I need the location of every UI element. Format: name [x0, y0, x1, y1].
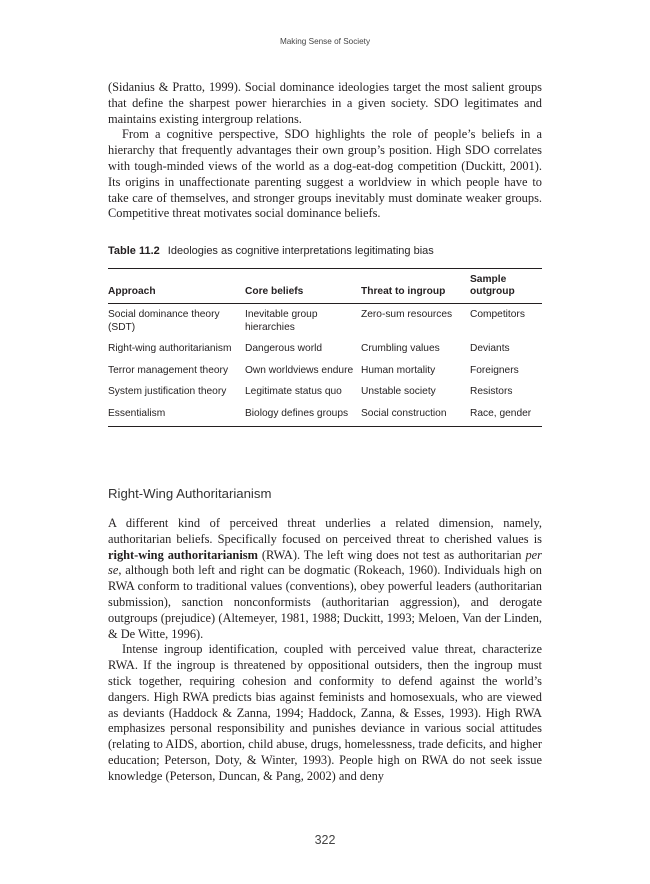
table-cell: Crumbling values [361, 343, 440, 355]
section-heading: Right-Wing Authoritarianism [108, 486, 272, 501]
column-header: Core beliefs [245, 269, 361, 304]
body-text-bottom [108, 516, 542, 785]
table-cell: Resistors [470, 386, 513, 398]
table-cell: Dangerous world [245, 343, 323, 355]
column-header: Approach [108, 269, 245, 304]
table-row [108, 360, 542, 382]
table-cell: Legitimate status quo [245, 386, 342, 398]
table-cell: Zero-sum resources [361, 309, 453, 320]
table-row [108, 403, 542, 426]
paragraph [108, 516, 542, 642]
table-cell: Essentialism [108, 403, 245, 426]
italic-term: per se [108, 547, 542, 578]
table-cell: Race, gender [470, 403, 542, 426]
paragraph: From a cognitive perspective, SDO highlights the role of people’s beliefs in a hierarchy that frequently advantages their own group’s position. High SDO correlates with tough-minded views of the world as a dog-eat-dog competition (Duckitt, 2001). Its origins in unaffectionate parenting suggest a worldview in which people have to take care of themselves, and stronger groups inevitably must dominate weaker groups. Competitive threat motivates social dominance beliefs. [108, 127, 542, 221]
text-run: A different kind of perceived threat underlies a related dimension, namely, authoritarian beliefs. Specifically focused on perceived threat to cherished values is [108, 516, 542, 546]
table-cell: Competitors [470, 309, 525, 320]
paragraph: Intense ingroup identification, coupled with perceived value threat, characterize RWA. If the ingroup is threatened by oppositional outsiders, then the ingroup must stick together, requiring cohesion and conformity to defend against the world’s dangers. High RWA predicts bias against feminists and homosexuals, who are viewed as deviants (Haddock & Zanna, 1994; Haddock, Zanna, & Esses, 1993). High RWA emphasizes personal responsibility and punishes deviance in various social attitudes (relating to AIDS, abortion, child abuse, drugs, homelessness, trade deficits, and higher education; Peterson, Doty, & Winter, 1993). People high on RWA do not seek issue knowledge (Peterson, Duncan, & Pang, 2002) and deny [108, 642, 542, 783]
table-row [108, 381, 542, 403]
table-cell: System justification theory [108, 386, 227, 398]
running-head: Making Sense of Society [279, 37, 371, 46]
table-caption [108, 245, 542, 257]
table-cell: Foreigners [470, 364, 519, 376]
table-cell: Right-wing authoritarianism [108, 343, 232, 355]
table-number: Table 11.2 [108, 245, 160, 257]
key-term: right-wing authoritarianism [108, 547, 258, 562]
table-row [108, 338, 542, 360]
table-row [108, 304, 542, 339]
table-cell: Human mortality [361, 364, 436, 376]
table-cell: Social dominance theory (SDT) [108, 309, 220, 333]
paragraph: (Sidanius & Pratto, 1999). Social dominance ideologies target the most salient groups that define the sharpest power hierarchies in a given society. SDO legitimates and maintains existing intergroup relations. [108, 80, 542, 126]
table-cell: Biology defines groups [245, 403, 361, 426]
page-number: 322 [314, 833, 336, 847]
table-cell: Inevitable group hierarchies [245, 309, 318, 333]
column-header: Sample outgroup [470, 269, 542, 304]
text-run: (RWA). The left wing does not test as authoritarian [257, 547, 526, 562]
table-cell: Own worldviews endure [245, 364, 354, 376]
column-header: Threat to ingroup [361, 269, 470, 304]
table-cell: Deviants [470, 343, 510, 355]
ideologies-table [108, 268, 542, 427]
text-run: , although both left and right can be dogmatic (Rokeach, 1960). Individuals high on RWA conform to traditional values (conventions), obey powerful leaders (authoritarian submission), sanction nonconformists (authoritarian aggression), and derogate outgroups (prejudice) (Altemeyer, 1981, 1988; Duckitt, 1993; Meloen, Van der Linden, & De Witte, 1996). [108, 563, 542, 641]
table-cell: Social construction [361, 403, 470, 426]
body-text-top [108, 80, 542, 222]
table-cell: Unstable society [361, 386, 436, 398]
table-header-row [108, 269, 542, 304]
table-title: Ideologies as cognitive interpretations legitimating bias [167, 245, 434, 257]
table-cell: Terror management theory [108, 364, 229, 376]
